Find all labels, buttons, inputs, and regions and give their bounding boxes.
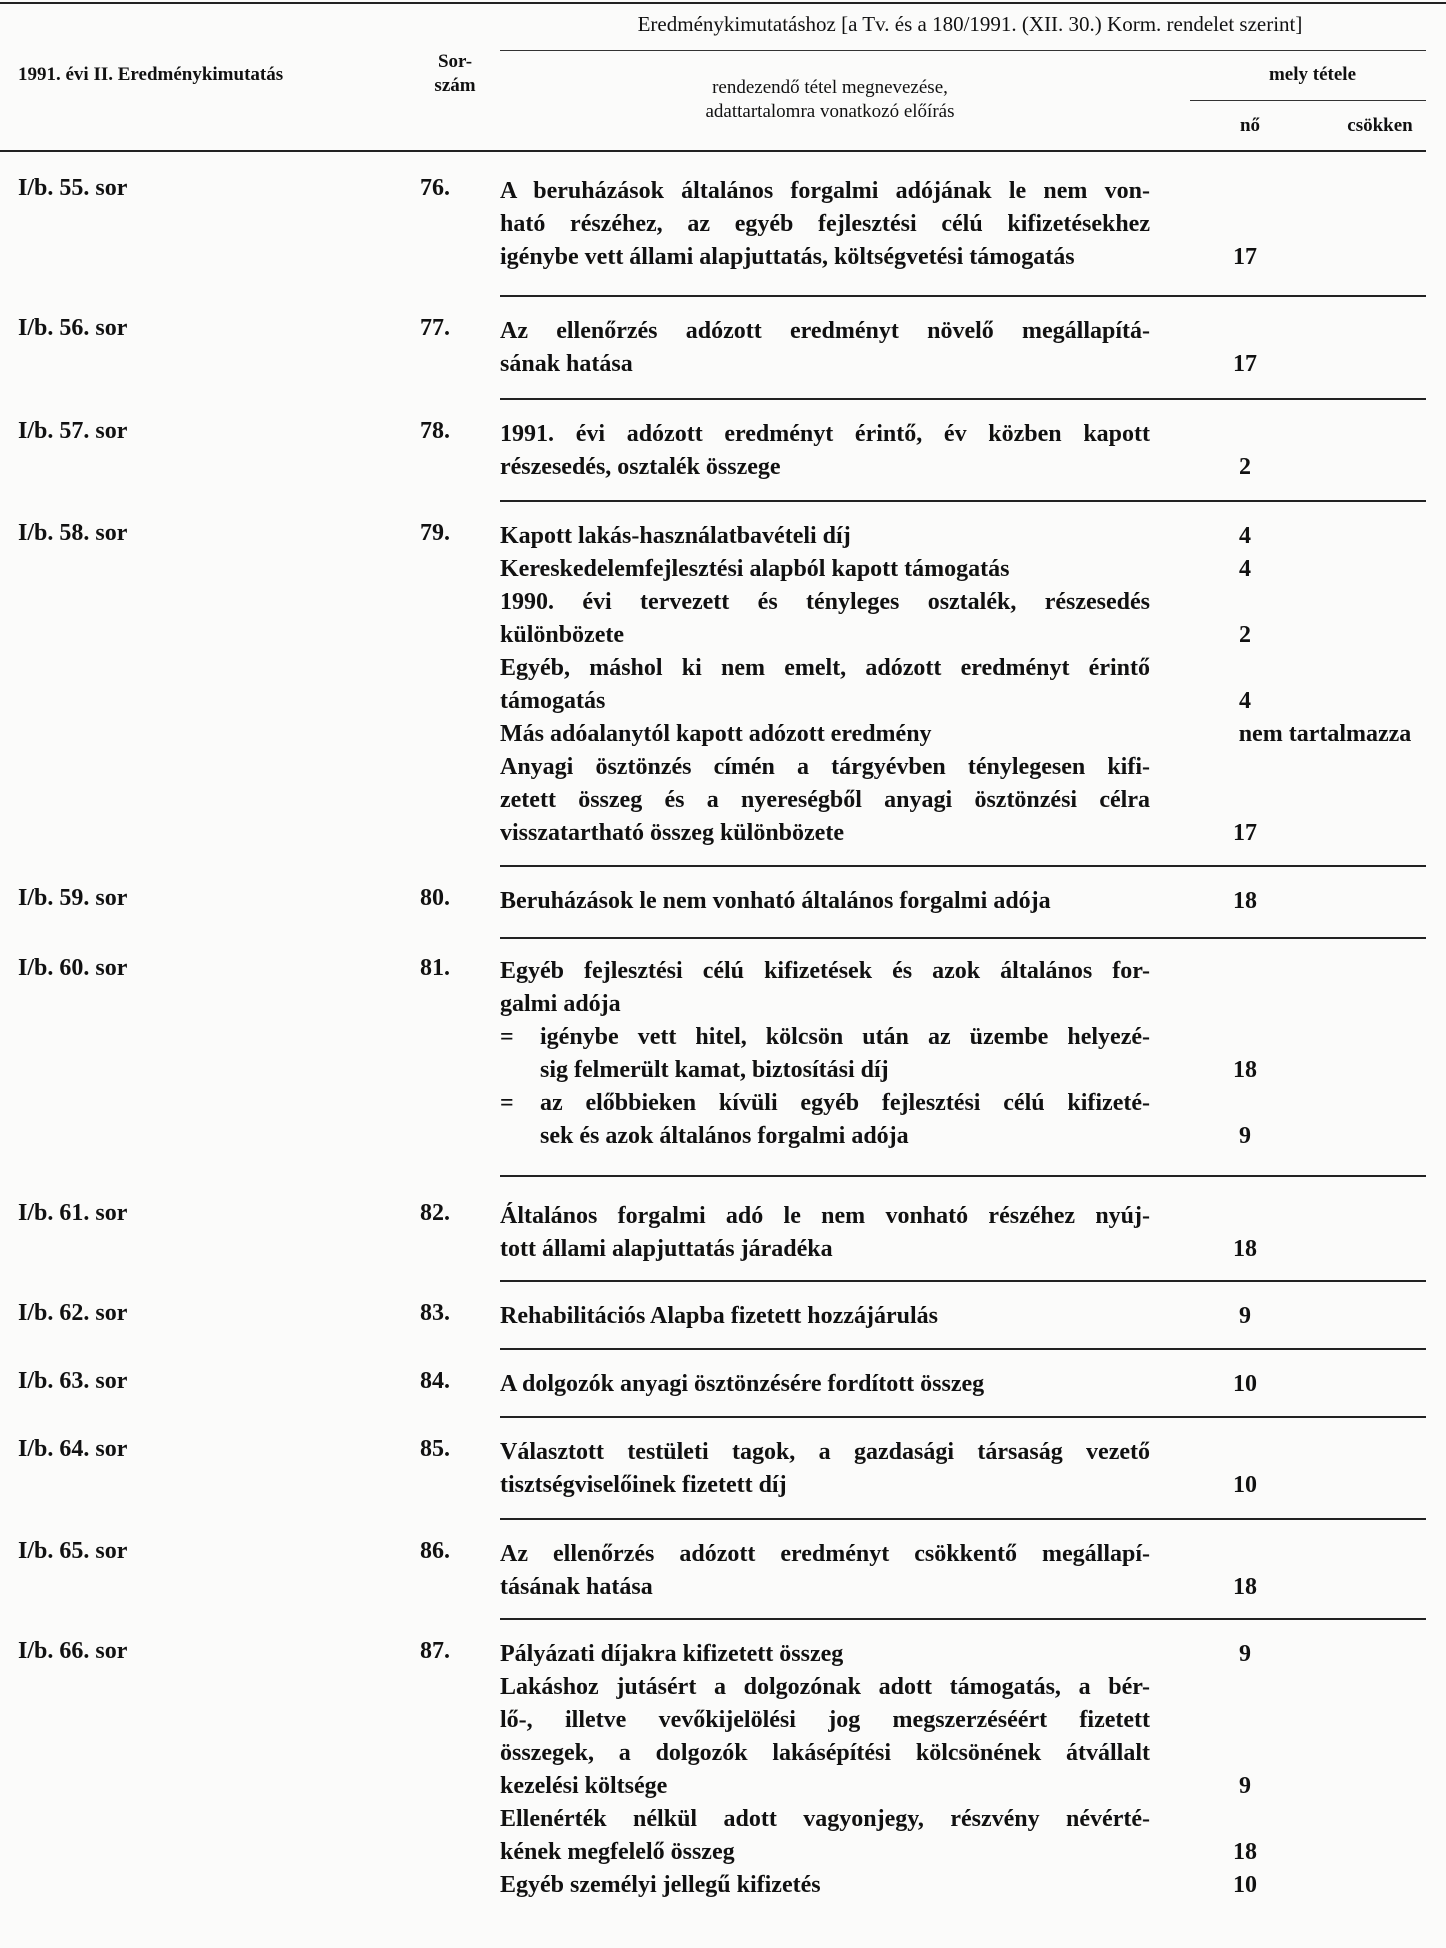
equals-marker: =: [500, 1090, 514, 1116]
description-line: [500, 685, 1251, 718]
description-text: Választott testületi tagok, a gazdasági társaság vezető: [500, 1439, 1150, 1465]
description-line: [500, 1368, 1257, 1401]
row-separator: [500, 398, 1426, 400]
row-number: 78.: [420, 418, 450, 444]
description-line: [500, 817, 1257, 850]
description-line: [500, 1233, 1257, 1266]
header-title: Eredménykimutatáshoz [a Tv. és a 180/1991. (XII. 30.) Korm. rendelet szerint]: [637, 12, 1303, 36]
row-separator: [500, 1618, 1426, 1620]
description-line: [500, 718, 1412, 751]
header-no: nő: [1239, 115, 1261, 136]
description-line: [500, 1737, 1150, 1770]
header-left-column: 1991. évi II. Eredménykimutatás: [18, 64, 284, 85]
description-text: zetett összeg és a nyereségből anyagi ösztönzési célra: [500, 787, 1150, 813]
row-description: [500, 1538, 1257, 1604]
row-reference: I/b. 59. sor: [18, 885, 128, 911]
row-reference: I/b. 65. sor: [18, 1538, 128, 1564]
row-separator: [500, 865, 1426, 867]
description-line: [500, 348, 1257, 381]
description-line: [500, 1671, 1150, 1704]
row-description: [500, 885, 1257, 918]
row-separator: [500, 1416, 1426, 1418]
description-line: [500, 1469, 1257, 1502]
description-text: Egyéb személyi jellegű kifizetés: [500, 1872, 821, 1898]
row-separator: [500, 1518, 1426, 1520]
description-text: Általános forgalmi adó le nem vonható részéhez nyúj-: [500, 1203, 1150, 1229]
row-number: 86.: [420, 1538, 450, 1564]
no-value: 2: [1239, 622, 1251, 648]
row-number: 82.: [420, 1200, 450, 1226]
no-value: 2: [1239, 454, 1251, 480]
row-number: 87.: [420, 1638, 450, 1664]
description-line: [500, 1021, 1150, 1054]
no-value: 18: [1233, 1574, 1257, 1600]
row-number: 83.: [420, 1300, 450, 1326]
row-description: [500, 315, 1257, 381]
description-text: Lakáshoz jutásért a dolgozónak adott támogatás, a bér-: [500, 1674, 1150, 1700]
equals-marker: =: [500, 1024, 514, 1050]
description-line: [500, 1300, 1251, 1333]
description-text: igénybe vett állami alapjuttatás, költségvetési támogatás: [500, 244, 1075, 270]
row-reference: I/b. 66. sor: [18, 1638, 128, 1664]
header-sorszam: [420, 50, 490, 98]
row-reference: I/b. 62. sor: [18, 1300, 128, 1326]
description-line: [500, 175, 1150, 208]
header-mely-tetele: mely tétele: [1268, 64, 1357, 85]
no-value: 18: [1233, 1236, 1257, 1262]
description-text: visszatartható összeg különbözete: [500, 820, 844, 846]
description-text: Pályázati díjakra kifizetett összeg: [500, 1641, 844, 1667]
description-line: [500, 988, 1150, 1021]
description-text: Egyéb fejlesztési célú kifizetések és azok általános for-: [500, 958, 1150, 984]
row-description: [500, 175, 1257, 274]
description-line: [500, 885, 1257, 918]
row-reference: I/b. 61. sor: [18, 1200, 128, 1226]
description-line: [500, 208, 1150, 241]
no-value: 17: [1233, 244, 1257, 270]
no-value: 9: [1239, 1773, 1251, 1799]
row-separator: [500, 500, 1426, 502]
row-number: 80.: [420, 885, 450, 911]
description-text: Egyéb, máshol ki nem emelt, adózott eredményt érintő: [500, 655, 1150, 681]
no-value: 17: [1233, 820, 1257, 846]
description-text: sek és azok általános forgalmi adója: [540, 1123, 909, 1149]
no-value: 4: [1239, 556, 1251, 582]
no-value: 10: [1233, 1472, 1257, 1498]
description-line: [500, 315, 1150, 348]
description-text: Ellenérték nélkül adott vagyonjegy, részvény névérté-: [500, 1806, 1150, 1832]
row-reference: I/b. 64. sor: [18, 1436, 128, 1462]
row-number: 79.: [420, 520, 450, 546]
row-description: [500, 955, 1257, 1153]
no-value: 4: [1239, 523, 1251, 549]
row-description: [500, 418, 1251, 484]
description-line: [500, 1200, 1150, 1233]
row-reference: I/b. 60. sor: [18, 955, 128, 981]
description-text: galmi adója: [500, 991, 621, 1017]
header-description-line1: rendezendő tétel megnevezése,: [712, 77, 948, 98]
row-separator: [500, 295, 1426, 297]
row-reference: I/b. 58. sor: [18, 520, 128, 546]
row-description: [500, 1638, 1257, 1902]
description-text: Beruházások le nem vonható általános forgalmi adója: [500, 888, 1051, 914]
description-text: A beruházások általános forgalmi adójának le nem von-: [500, 178, 1150, 204]
description-line: [500, 586, 1150, 619]
description-line: [500, 520, 1251, 553]
row-separator: [500, 937, 1426, 939]
no-value: 18: [1233, 1839, 1257, 1865]
row-number: 81.: [420, 955, 450, 981]
description-text: különbözete: [500, 622, 625, 648]
description-line: [500, 1836, 1257, 1869]
description-line: [500, 1803, 1150, 1836]
row-number: 76.: [420, 175, 450, 201]
row-reference: I/b. 57. sor: [18, 418, 128, 444]
no-value: 9: [1239, 1123, 1251, 1149]
description-text: tásának hatása: [500, 1574, 653, 1600]
description-text: tisztségviselőinek fizetett díj: [500, 1472, 787, 1498]
description-line: [500, 1538, 1150, 1571]
row-reference: I/b. 56. sor: [18, 315, 128, 341]
row-description: [500, 520, 1412, 850]
description-line: [500, 1571, 1257, 1604]
header-description-line2: adattartalomra vonatkozó előírás: [705, 101, 955, 122]
description-line: [500, 451, 1251, 484]
description-line: [500, 751, 1150, 784]
no-value: nem tartalmazza: [1238, 721, 1412, 747]
description-line: [500, 619, 1251, 652]
description-line: [500, 784, 1150, 817]
description-line: [500, 1436, 1150, 1469]
top-rule: [0, 2, 1446, 4]
no-value: 9: [1239, 1641, 1251, 1667]
description-text: kezelési költsége: [500, 1773, 668, 1799]
header-csokken: csökken: [1347, 115, 1413, 136]
description-text: 1991. évi adózott eredményt érintő, év közben kapott: [500, 421, 1150, 447]
description-text: kének megfelelő összeg: [500, 1839, 735, 1865]
no-value: 18: [1233, 888, 1257, 914]
description-text: 1990. évi tervezett és tényleges osztalék, részesedés: [500, 589, 1150, 615]
description-line: [500, 652, 1150, 685]
row-separator: [500, 1280, 1426, 1282]
header-bottom-rule: [0, 150, 1426, 152]
row-reference: I/b. 63. sor: [18, 1368, 128, 1394]
row-separator: [500, 1348, 1426, 1350]
description-text: az előbbieken kívüli egyéb fejlesztési célú kifizeté-: [540, 1090, 1150, 1116]
description-text: Más adóalanytól kapott adózott eredmény: [500, 721, 932, 747]
description-text: összegek, a dolgozók lakásépítési kölcsönének átvállalt: [500, 1740, 1150, 1766]
row-number: 85.: [420, 1436, 450, 1462]
header-sorszam-line2: szám: [434, 75, 476, 96]
row-number: 84.: [420, 1368, 450, 1394]
description-text: Kapott lakás-használatbavételi díj: [500, 523, 851, 549]
description-text: részesedés, osztalék összege: [500, 454, 781, 480]
description-text: A dolgozók anyagi ösztönzésére fordított összeg: [500, 1371, 985, 1397]
no-value: 17: [1233, 351, 1257, 377]
row-description: [500, 1368, 1257, 1401]
description-line: [500, 1704, 1150, 1737]
no-value: 4: [1239, 688, 1251, 714]
description-line: [500, 1638, 1251, 1671]
no-value: 9: [1239, 1303, 1251, 1329]
header-sorszam-line1: Sor-: [437, 51, 473, 72]
description-text: sig felmerült kamat, biztosítási díj: [540, 1057, 889, 1083]
row-description: [500, 1300, 1251, 1333]
description-text: támogatás: [500, 688, 606, 714]
row-number: 77.: [420, 315, 450, 341]
description-text: Kereskedelemfejlesztési alapból kapott támogatás: [500, 556, 1010, 582]
description-text: Az ellenőrzés adózott eredményt növelő megállapítá-: [500, 318, 1150, 344]
header-title-rule: [500, 50, 1426, 51]
no-value: 10: [1233, 1371, 1257, 1397]
no-value: 10: [1233, 1872, 1257, 1898]
description-text: igénybe vett hitel, kölcsön után az üzembe helyezé-: [540, 1024, 1150, 1050]
header-description: [640, 76, 1020, 124]
description-line: [500, 241, 1257, 274]
description-line: [500, 1087, 1150, 1120]
description-line: [500, 1054, 1257, 1087]
row-description: [500, 1436, 1257, 1502]
description-line: [500, 553, 1251, 586]
description-line: [500, 1120, 1251, 1153]
row-reference: I/b. 55. sor: [18, 175, 128, 201]
description-line: [500, 1869, 1257, 1902]
description-text: Rehabilitációs Alapba fizetett hozzájárulás: [500, 1303, 938, 1329]
no-value: 18: [1233, 1057, 1257, 1083]
mely-rule: [1190, 100, 1426, 101]
description-text: sának hatása: [500, 351, 633, 377]
description-text: lő-, illetve vevőkijelölési jog megszerzéséért fizetett: [500, 1707, 1150, 1733]
description-line: [500, 955, 1150, 988]
description-line: [500, 418, 1150, 451]
description-line: [500, 1770, 1251, 1803]
row-description: [500, 1200, 1257, 1266]
description-text: Az ellenőrzés adózott eredményt csökkentő megállapí-: [500, 1541, 1150, 1567]
description-text: tott állami alapjuttatás járadéka: [500, 1236, 833, 1262]
description-text: ható részéhez, az egyéb fejlesztési célú kifizetésekhez: [500, 211, 1150, 237]
row-separator: [500, 1175, 1426, 1177]
description-text: Anyagi ösztönzés címén a tárgyévben ténylegesen kifi-: [500, 754, 1150, 780]
